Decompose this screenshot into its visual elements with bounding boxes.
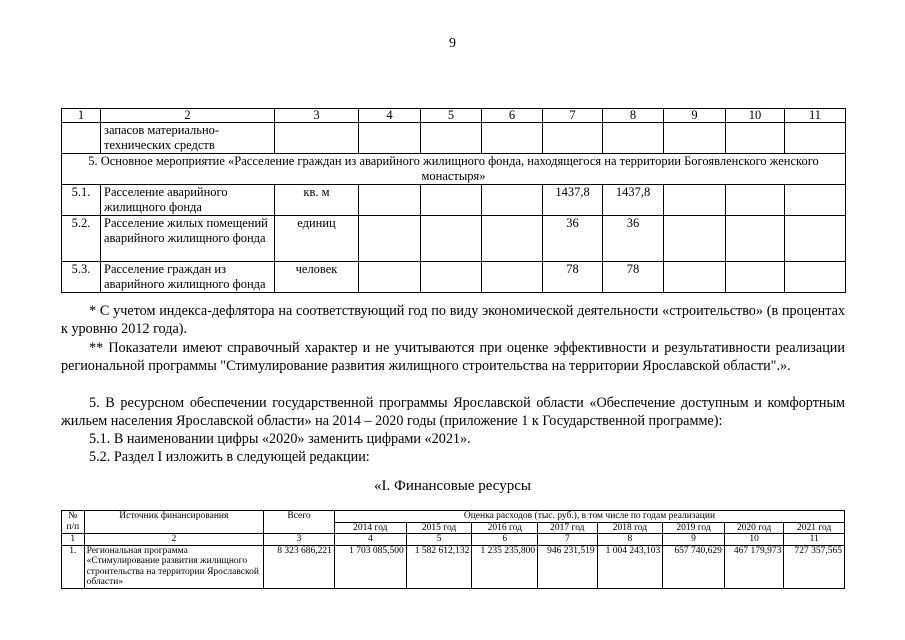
footnote-reference: ** Показатели имеют справочный характер и не учитываются при оценке эффективности и результативности реализации региональной программы "Стимулирование развития жилищного строительства на территории Ярославской области".». — [61, 340, 845, 375]
col-index: 6 — [482, 109, 543, 123]
col-index: 8 — [603, 109, 664, 123]
row-unit: кв. м — [275, 185, 359, 216]
year-header: 2016 год — [472, 522, 538, 534]
cell-value: 78 — [603, 262, 664, 293]
row-number: 1. — [62, 545, 85, 588]
year-header: 2014 год — [334, 522, 406, 534]
col-index: 5 — [406, 534, 472, 546]
cell-value: 1 235 235,800 — [472, 545, 538, 588]
cell-value: 467 179,973 — [724, 545, 784, 588]
section-heading: «I. Финансовые ресурсы — [373, 478, 532, 494]
col-index: 6 — [472, 534, 538, 546]
col-index: 7 — [543, 109, 603, 123]
row-number: 5.3. — [62, 262, 101, 293]
col-index: 3 — [275, 109, 359, 123]
col-index: 9 — [664, 109, 726, 123]
year-header: 2020 год — [724, 522, 784, 534]
table-row — [62, 185, 846, 216]
cell-value: 1 004 243,103 — [597, 545, 663, 588]
cell-value: 1 582 612,132 — [406, 545, 472, 588]
year-header: 2015 год — [406, 522, 472, 534]
col-number-header: № п/п — [62, 511, 85, 534]
col-index: 7 — [538, 534, 598, 546]
col-index: 11 — [784, 534, 845, 546]
index-row — [62, 534, 845, 546]
col-index: 1 — [62, 534, 85, 546]
section-title: 5. Основное мероприятие «Расселение граждан из аварийного жилищного фонда, находящегося на территории Богоявленского женского монастыря» — [62, 154, 846, 185]
col-source-header: Источник финансирования — [84, 511, 264, 534]
col-index: 5 — [421, 109, 482, 123]
cell-value: 36 — [543, 216, 603, 262]
cell-value: 1437,8 — [603, 185, 664, 216]
cell-value: 946 231,519 — [538, 545, 598, 588]
row-unit: человек — [275, 262, 359, 293]
row-unit: единиц — [275, 216, 359, 262]
col-index: 2 — [84, 534, 264, 546]
row-label: Расселение жилых помещений аварийного жилищного фонда — [101, 216, 275, 262]
table-row — [62, 216, 846, 262]
indicators-table — [61, 108, 846, 293]
financial-resources-table — [61, 510, 845, 589]
cell-value: 1437,8 — [543, 185, 603, 216]
year-header: 2017 год — [538, 522, 598, 534]
table-row — [62, 262, 846, 293]
paragraph-5-1: 5.1. В наименовании цифры «2020» заменить цифрами «2021». — [89, 431, 471, 447]
row-label: Региональная программа «Стимулирование развития жилищного строительства на территории Ярославской области» — [84, 545, 264, 588]
year-header: 2018 год — [597, 522, 663, 534]
row-label: Расселение аварийного жилищного фонда — [101, 185, 275, 216]
cell-total: 8 323 686,221 — [264, 545, 335, 588]
col-index: 9 — [663, 534, 725, 546]
col-index: 8 — [597, 534, 663, 546]
section-row — [62, 154, 846, 185]
cell-value: 36 — [603, 216, 664, 262]
col-index: 11 — [785, 109, 846, 123]
cell-value: 657 740,629 — [663, 545, 725, 588]
col-estimate-header: Оценка расходов (тыс. руб.), в том числе по годам реализации — [334, 511, 844, 523]
row-label: Расселение граждан из аварийного жилищного фонда — [101, 262, 275, 293]
cell-value: 78 — [543, 262, 603, 293]
row-number: 5.2. — [62, 216, 101, 262]
table-header-row — [62, 109, 846, 123]
cell-value: 1 703 085,500 — [334, 545, 406, 588]
col-total-header: Всего — [264, 511, 335, 534]
cell-value: 727 357,565 — [784, 545, 845, 588]
col-index: 3 — [264, 534, 335, 546]
col-index: 10 — [724, 534, 784, 546]
paragraph-resources: 5. В ресурсном обеспечении государственной программы Ярославской области «Обеспечение доступным и комфортным жильем населения Ярославской области» на 2014 – 2020 годы (приложение 1 к Государственной программе): — [61, 395, 845, 430]
col-index: 2 — [101, 109, 275, 123]
year-header: 2019 год — [663, 522, 725, 534]
table-row — [62, 123, 846, 154]
col-index: 4 — [359, 109, 421, 123]
row-label: запасов материально-технических средств — [101, 123, 275, 154]
table-row — [62, 545, 845, 588]
row-number: 5.1. — [62, 185, 101, 216]
col-index: 10 — [726, 109, 785, 123]
footnote-deflator: * С учетом индекса-дефлятора на соответствующий год по виду экономической деятельности «строительство» (в процентах к уровню 2012 года). — [61, 303, 845, 338]
paragraph-5-2: 5.2. Раздел I изложить в следующей редакции: — [89, 449, 370, 465]
year-header: 2021 год — [784, 522, 845, 534]
col-index: 1 — [62, 109, 101, 123]
page-number: 9 — [449, 36, 456, 51]
col-index: 4 — [334, 534, 406, 546]
table-header-row — [62, 511, 845, 523]
